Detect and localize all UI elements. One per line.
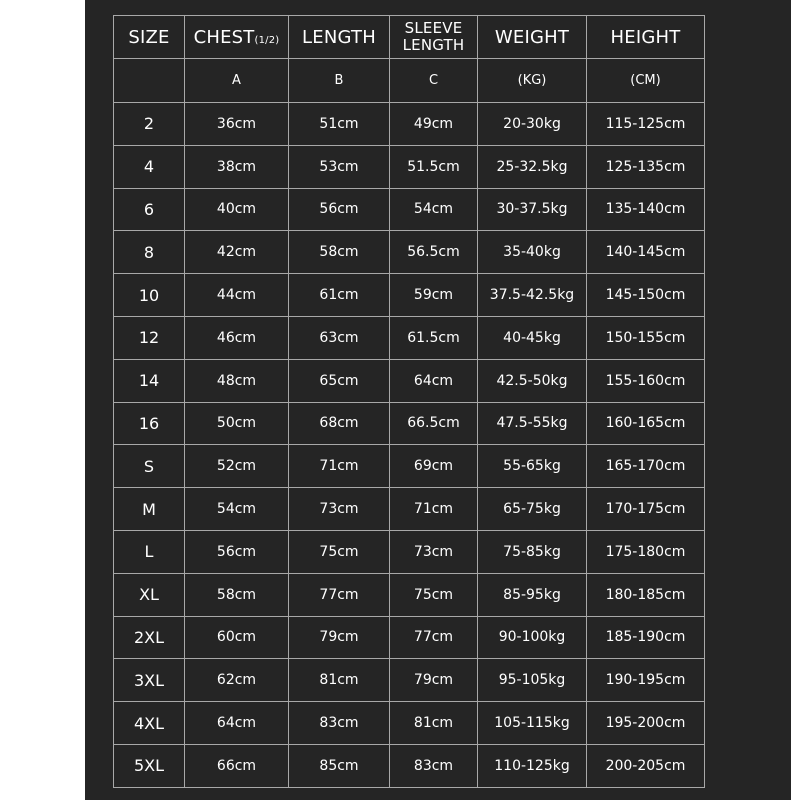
sleeve-length-cell: 54cm	[390, 188, 478, 231]
chest-header-label: CHEST	[193, 26, 255, 48]
height-cell: 145-150cm	[587, 274, 705, 317]
size-row	[114, 530, 705, 573]
weight-cell: 55-65kg	[478, 445, 587, 488]
length-cell: 81cm	[289, 659, 390, 702]
height-cell: 140-145cm	[587, 231, 705, 274]
chest-header-note: (1/2)	[254, 34, 280, 46]
length-header: LENGTH	[289, 16, 390, 59]
height-cell: 150-155cm	[587, 316, 705, 359]
weight-cell: 75-85kg	[478, 530, 587, 573]
chest-cell: 50cm	[185, 402, 289, 445]
length-cell: 63cm	[289, 316, 390, 359]
size-row	[114, 402, 705, 445]
size-cell: S	[114, 445, 185, 488]
weight-cell: 40-45kg	[478, 316, 587, 359]
sleeve-length-cell: 59cm	[390, 274, 478, 317]
height-cell: 175-180cm	[587, 530, 705, 573]
chest-cell: 52cm	[185, 445, 289, 488]
size-cell: M	[114, 488, 185, 531]
size-cell: 10	[114, 274, 185, 317]
length-cell: 68cm	[289, 402, 390, 445]
chest-cell: 42cm	[185, 231, 289, 274]
height-cell: 170-175cm	[587, 488, 705, 531]
weight-cell: 42.5-50kg	[478, 359, 587, 402]
height-cell: 135-140cm	[587, 188, 705, 231]
sleeve-length-cell: 77cm	[390, 616, 478, 659]
size-row	[114, 103, 705, 146]
chest-cell: 64cm	[185, 702, 289, 745]
length-subheader: B	[289, 59, 390, 103]
sleeve-length-cell: 71cm	[390, 488, 478, 531]
chest-cell: 44cm	[185, 274, 289, 317]
sleeve-subheader: C	[390, 59, 478, 103]
size-cell: 4XL	[114, 702, 185, 745]
length-cell: 53cm	[289, 145, 390, 188]
chest-cell: 48cm	[185, 359, 289, 402]
subheader-row	[114, 59, 705, 103]
size-row	[114, 616, 705, 659]
length-cell: 73cm	[289, 488, 390, 531]
length-cell: 79cm	[289, 616, 390, 659]
height-cell: 155-160cm	[587, 359, 705, 402]
size-row	[114, 744, 705, 787]
chest-cell: 66cm	[185, 744, 289, 787]
size-cell: 3XL	[114, 659, 185, 702]
length-cell: 58cm	[289, 231, 390, 274]
size-cell: 4	[114, 145, 185, 188]
weight-cell: 35-40kg	[478, 231, 587, 274]
sleeve-length-cell: 51.5cm	[390, 145, 478, 188]
weight-cell: 25-32.5kg	[478, 145, 587, 188]
sleeve-length-cell: 66.5cm	[390, 402, 478, 445]
height-cell: 180-185cm	[587, 573, 705, 616]
length-cell: 75cm	[289, 530, 390, 573]
size-cell: 14	[114, 359, 185, 402]
length-cell: 71cm	[289, 445, 390, 488]
size-cell: 16	[114, 402, 185, 445]
length-cell: 61cm	[289, 274, 390, 317]
chest-cell: 46cm	[185, 316, 289, 359]
size-header: SIZE	[114, 16, 185, 59]
height-cell: 190-195cm	[587, 659, 705, 702]
size-chart-table	[113, 15, 705, 788]
size-row	[114, 231, 705, 274]
height-cell: 165-170cm	[587, 445, 705, 488]
size-row	[114, 359, 705, 402]
chest-header	[185, 16, 289, 59]
weight-cell: 110-125kg	[478, 744, 587, 787]
size-cell: L	[114, 530, 185, 573]
size-row	[114, 702, 705, 745]
height-unit-subheader: (CM)	[587, 59, 705, 103]
size-row	[114, 316, 705, 359]
height-header: HEIGHT	[587, 16, 705, 59]
sleeve-length-cell: 49cm	[390, 103, 478, 146]
height-cell: 185-190cm	[587, 616, 705, 659]
chest-cell: 38cm	[185, 145, 289, 188]
length-cell: 77cm	[289, 573, 390, 616]
length-cell: 85cm	[289, 744, 390, 787]
length-cell: 83cm	[289, 702, 390, 745]
sleeve-header-line2: LENGTH	[402, 36, 465, 54]
size-cell: 8	[114, 231, 185, 274]
length-cell: 65cm	[289, 359, 390, 402]
height-cell: 160-165cm	[587, 402, 705, 445]
weight-cell: 85-95kg	[478, 573, 587, 616]
sleeve-length-cell: 64cm	[390, 359, 478, 402]
weight-header: WEIGHT	[478, 16, 587, 59]
chest-cell: 40cm	[185, 188, 289, 231]
height-cell: 125-135cm	[587, 145, 705, 188]
weight-cell: 37.5-42.5kg	[478, 274, 587, 317]
chest-subheader: A	[185, 59, 289, 103]
size-cell: XL	[114, 573, 185, 616]
chest-cell: 56cm	[185, 530, 289, 573]
height-cell: 115-125cm	[587, 103, 705, 146]
weight-cell: 105-115kg	[478, 702, 587, 745]
weight-cell: 90-100kg	[478, 616, 587, 659]
weight-cell: 65-75kg	[478, 488, 587, 531]
length-cell: 51cm	[289, 103, 390, 146]
weight-cell: 95-105kg	[478, 659, 587, 702]
size-row	[114, 274, 705, 317]
weight-cell: 30-37.5kg	[478, 188, 587, 231]
size-row	[114, 488, 705, 531]
sleeve-length-cell: 56.5cm	[390, 231, 478, 274]
height-cell: 200-205cm	[587, 744, 705, 787]
chest-cell: 58cm	[185, 573, 289, 616]
weight-cell: 47.5-55kg	[478, 402, 587, 445]
weight-cell: 20-30kg	[478, 103, 587, 146]
sleeve-length-header	[390, 16, 478, 59]
height-cell: 195-200cm	[587, 702, 705, 745]
size-row	[114, 659, 705, 702]
size-row	[114, 145, 705, 188]
size-cell: 2	[114, 103, 185, 146]
sleeve-length-cell: 69cm	[390, 445, 478, 488]
size-row	[114, 445, 705, 488]
length-cell: 56cm	[289, 188, 390, 231]
size-cell: 5XL	[114, 744, 185, 787]
sleeve-length-cell: 83cm	[390, 744, 478, 787]
sleeve-length-cell: 61.5cm	[390, 316, 478, 359]
chest-cell: 60cm	[185, 616, 289, 659]
size-row	[114, 573, 705, 616]
size-cell: 2XL	[114, 616, 185, 659]
chest-cell: 36cm	[185, 103, 289, 146]
sleeve-length-cell: 73cm	[390, 530, 478, 573]
sleeve-length-cell: 81cm	[390, 702, 478, 745]
size-cell: 12	[114, 316, 185, 359]
weight-unit-subheader: (KG)	[478, 59, 587, 103]
size-cell: 6	[114, 188, 185, 231]
size-row	[114, 188, 705, 231]
sleeve-length-cell: 75cm	[390, 573, 478, 616]
sleeve-header-line1: SLEEVE	[404, 19, 463, 37]
chest-cell: 54cm	[185, 488, 289, 531]
size-subheader	[114, 59, 185, 103]
sleeve-length-cell: 79cm	[390, 659, 478, 702]
header-row	[114, 16, 705, 59]
chest-cell: 62cm	[185, 659, 289, 702]
